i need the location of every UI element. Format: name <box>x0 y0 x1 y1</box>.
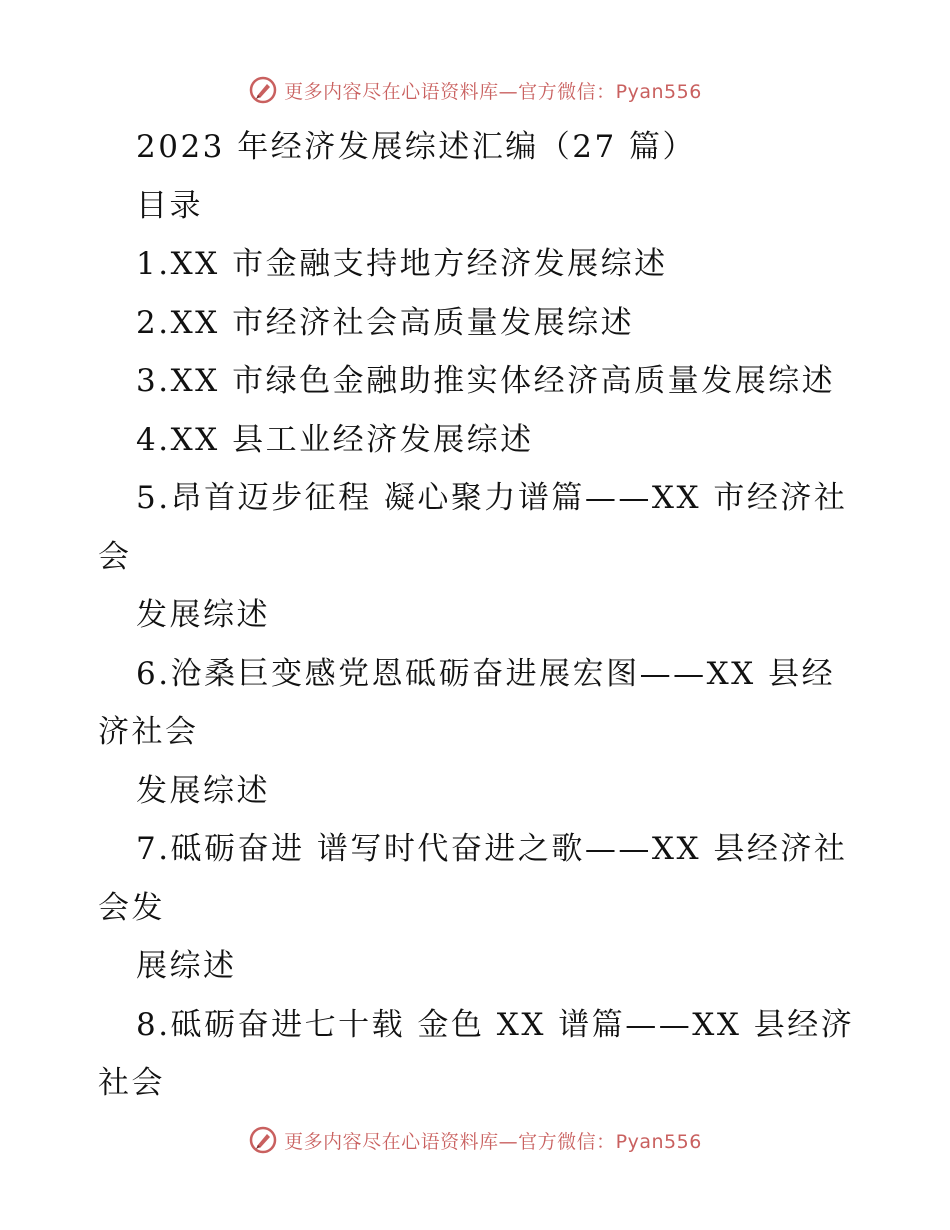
watermark-header <box>0 70 950 110</box>
watermark-text: 更多内容尽在心语资料库 <box>284 80 499 103</box>
document-line: 8.砥砺奋进七十载 金色 XX 谱篇——XX 县经济 <box>136 1006 855 1043</box>
document-line: 社会 <box>98 1065 165 1101</box>
document-line: 3.XX 市绿色金融助推实体经济高质量发展综述 <box>136 363 836 399</box>
document-line: 展综述 <box>136 948 237 984</box>
document-line: 2023 年经济发展综述汇编（27 篇） <box>136 129 697 165</box>
document-line: 济社会 <box>98 714 199 750</box>
document-line: 目录 <box>136 187 203 224</box>
document-body <box>98 118 868 1113</box>
document-line: 1.XX 市金融支持地方经济发展综述 <box>136 246 668 282</box>
document-line: 会发 <box>98 889 165 926</box>
watermark-contact: 官方微信：Pyan556 <box>518 1130 702 1153</box>
pen-logo-icon <box>248 75 278 105</box>
watermark-separator: — <box>498 80 519 103</box>
document-line: 发展综述 <box>136 597 270 633</box>
document-line: 4.XX 县工业经济发展综述 <box>136 421 534 458</box>
watermark-contact: 官方微信：Pyan556 <box>518 80 702 103</box>
watermark-separator: — <box>498 1130 519 1153</box>
watermark-footer <box>0 1120 950 1160</box>
document-line: 5.昂首迈步征程 凝心聚力谱篇——XX 市经济社 <box>136 480 848 516</box>
document-line: 会 <box>98 538 132 575</box>
document-line: 2.XX 市经济社会高质量发展综述 <box>136 304 635 341</box>
document-line: 7.砥砺奋进 谱写时代奋进之歌——XX 县经济社 <box>136 831 848 867</box>
document-line: 6.沧桑巨变感党恩砥砺奋进展宏图——XX 县经 <box>136 655 836 692</box>
document-line: 发展综述 <box>136 772 270 809</box>
pen-logo-icon <box>248 1125 278 1155</box>
watermark-text: 更多内容尽在心语资料库 <box>284 1130 499 1153</box>
